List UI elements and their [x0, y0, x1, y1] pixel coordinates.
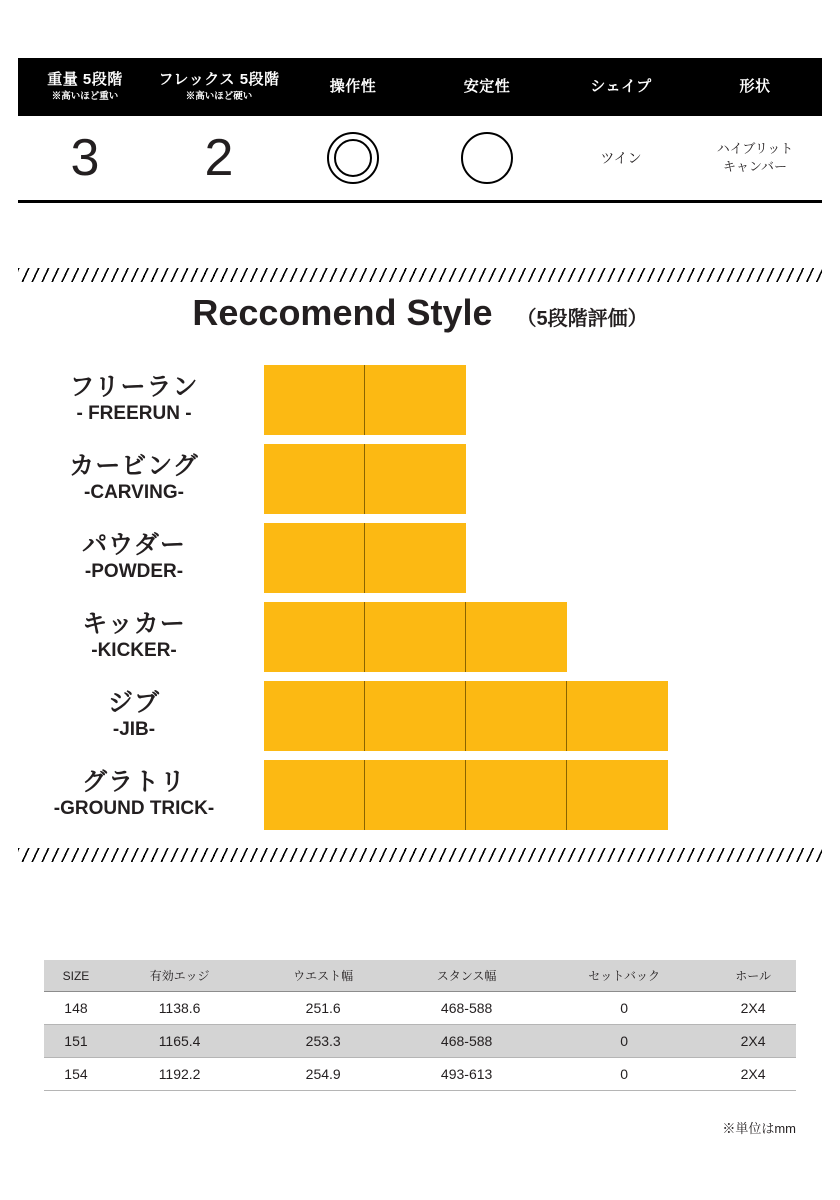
table-cell: 251.6	[251, 992, 395, 1025]
chart-bar-segment	[264, 760, 365, 830]
spec-header-profile	[688, 58, 822, 116]
chart-bar-segment	[264, 365, 365, 435]
size-table-header-size: SIZE	[44, 960, 108, 992]
chart-row-label-jp: フリーラン	[69, 373, 199, 402]
table-cell: 1192.2	[108, 1058, 251, 1091]
double-circle-icon	[327, 132, 379, 184]
chart-row-label-jp: グラトリ	[81, 768, 186, 797]
table-cell: 154	[44, 1058, 108, 1091]
chart-row	[18, 597, 822, 676]
table-cell: 151	[44, 1025, 108, 1058]
chart-bar-area	[264, 597, 822, 676]
chart-bar-segment	[466, 602, 567, 672]
chart-row-label-jp: パウダー	[82, 531, 186, 560]
size-table-header-stance-width: スタンス幅	[395, 960, 538, 992]
chart-bar-segment	[365, 681, 466, 751]
spec-table-header	[18, 58, 822, 116]
chart-bar-segment	[466, 760, 567, 830]
chart-row-label-en: -KICKER-	[91, 639, 177, 661]
chart-row-label-en: -JIB-	[112, 718, 156, 740]
hatched-divider-bottom	[18, 848, 822, 862]
chart-row-label-en: -CARVING-	[84, 481, 184, 503]
chart-row	[18, 755, 822, 834]
spec-header-weight	[18, 58, 152, 116]
chart-row	[18, 676, 822, 755]
spec-header-handling-title: 操作性	[329, 78, 377, 95]
table-cell: 0	[538, 1058, 710, 1091]
circle-icon	[461, 132, 513, 184]
chart-row-label	[18, 531, 264, 584]
spec-header-stability	[420, 58, 554, 116]
size-table-header-row	[44, 960, 796, 992]
chart-row-label	[18, 689, 264, 742]
spec-header-shape-title: シェイプ	[590, 78, 652, 95]
size-table	[44, 960, 796, 1091]
chart-row-label-en: -GROUND TRICK-	[53, 797, 215, 819]
recommend-style-chart	[18, 360, 822, 834]
spec-header-flex-title: フレックス 5段階	[158, 71, 280, 89]
table-cell: 0	[538, 992, 710, 1025]
table-cell: 253.3	[251, 1025, 395, 1058]
chart-row	[18, 518, 822, 597]
table-cell: 0	[538, 1025, 710, 1058]
table-cell: 468-588	[395, 1025, 538, 1058]
table-row	[44, 992, 796, 1025]
chart-row-label-en: -POWDER-	[84, 560, 184, 582]
chart-bar	[264, 602, 567, 672]
table-cell: 1138.6	[108, 992, 251, 1025]
page-subtitle: （5段階評価）	[516, 308, 648, 330]
spec-header-flex-note: ※高いほど硬い	[185, 91, 253, 103]
chart-row-label	[18, 610, 264, 663]
chart-bar	[264, 444, 466, 514]
chart-bar-segment	[567, 681, 668, 751]
spec-header-stability-title: 安定性	[463, 78, 511, 95]
chart-bar-segment	[365, 523, 466, 593]
chart-row-label	[18, 452, 264, 505]
spec-header-profile-title: 形状	[739, 78, 771, 95]
chart-row-label-jp: キッカー	[82, 610, 186, 639]
chart-bar-segment	[264, 444, 365, 514]
chart-bar-segment	[567, 760, 668, 830]
spec-table-body	[18, 116, 822, 203]
spec-header-weight-note: ※高いほど重い	[51, 91, 119, 103]
hatched-divider-top	[18, 268, 822, 282]
spec-value-handling	[286, 132, 420, 184]
size-table-unit-note: ※単位はmm	[722, 1121, 796, 1136]
spec-header-shape	[554, 58, 688, 116]
spec-weight-number: 3	[70, 129, 100, 187]
spec-shape-text: ツイン	[600, 149, 642, 166]
spec-header-flex	[152, 58, 286, 116]
spec-flex-number: 2	[204, 129, 234, 187]
table-cell: 254.9	[251, 1058, 395, 1091]
table-row	[44, 1025, 796, 1058]
chart-bar-segment	[365, 365, 466, 435]
size-table-header-setback: セットバック	[538, 960, 710, 992]
table-cell: 2X4	[710, 1025, 796, 1058]
chart-bar-segment	[365, 444, 466, 514]
spec-table	[18, 58, 822, 203]
chart-bar-area	[264, 676, 822, 755]
chart-bar-segment	[365, 602, 466, 672]
chart-bar-area	[264, 360, 822, 439]
table-cell: 2X4	[710, 1058, 796, 1091]
spec-profile-text-line1: ハイブリット	[716, 141, 794, 157]
chart-bar-area	[264, 755, 822, 834]
spec-header-weight-title: 重量 5段階	[47, 71, 123, 89]
spec-value-profile	[688, 140, 822, 175]
table-cell: 493-613	[395, 1058, 538, 1091]
spec-header-handling	[286, 58, 420, 116]
chart-row-label	[18, 373, 264, 426]
page-title: Reccomend Style	[192, 292, 493, 333]
chart-bar	[264, 365, 466, 435]
spec-value-shape	[554, 149, 688, 168]
table-cell: 148	[44, 992, 108, 1025]
chart-bar-area	[264, 439, 822, 518]
chart-bar-area	[264, 518, 822, 597]
spec-profile-text-line2: キャンバー	[722, 159, 788, 174]
chart-row-label	[18, 768, 264, 821]
spec-value-weight	[18, 129, 152, 187]
chart-bar	[264, 523, 466, 593]
chart-row	[18, 360, 822, 439]
chart-bar-segment	[264, 523, 365, 593]
chart-bar-segment	[365, 760, 466, 830]
chart-bar-segment	[466, 681, 567, 751]
table-cell: 1165.4	[108, 1025, 251, 1058]
chart-bar	[264, 681, 668, 751]
chart-row	[18, 439, 822, 518]
size-table-header-effective-edge: 有効エッジ	[108, 960, 251, 992]
table-cell: 468-588	[395, 992, 538, 1025]
size-table-header-hole: ホール	[710, 960, 796, 992]
recommend-style-heading	[0, 292, 840, 334]
chart-bar-segment	[264, 681, 365, 751]
chart-bar	[264, 760, 668, 830]
chart-row-label-jp: カービング	[69, 452, 199, 481]
size-table-header-waist-width: ウエスト幅	[251, 960, 395, 992]
table-cell: 2X4	[710, 992, 796, 1025]
chart-row-label-en: - FREERUN -	[76, 402, 192, 424]
spec-value-stability	[420, 132, 554, 184]
chart-bar-segment	[264, 602, 365, 672]
table-row	[44, 1058, 796, 1091]
spec-value-flex	[152, 129, 286, 187]
chart-row-label-jp: ジブ	[107, 689, 160, 718]
